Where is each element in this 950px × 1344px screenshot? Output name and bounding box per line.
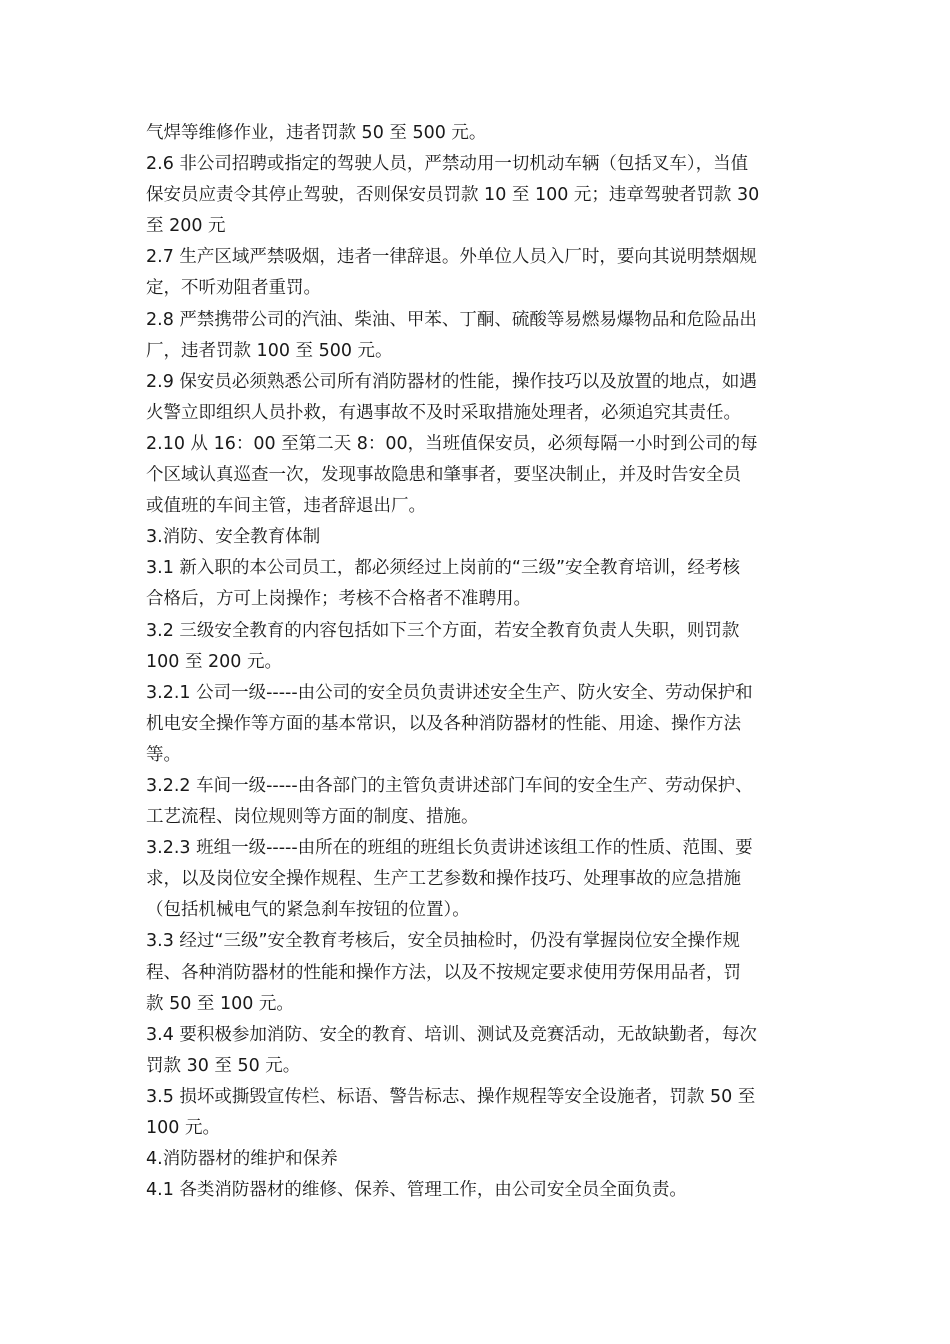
text-line: 3.2.1 公司一级-----由公司的安全员负责讲述安全生产、防火安全、劳动保护和 (146, 682, 753, 703)
text-line: 3.2.2 车间一级-----由各部门的主管负责讲述部门车间的安全生产、劳动保护、 (146, 775, 753, 796)
text-line: 工艺流程、岗位规则等方面的制度、措施。 (146, 807, 479, 828)
text-line: 等。 (146, 744, 181, 765)
text-line: 3.4 要积极参加消防、安全的教育、培训、测试及竞赛活动，无故缺勤者，每次 (146, 1024, 757, 1045)
text-line: 2.7 生产区域严禁吸烟，违者一律辞退。外单位人员入厂时，要向其说明禁烟规 (146, 247, 757, 268)
text-line: 个区域认真巡查一次，发现事故隐患和肇事者，要坚决制止，并及时告安全员 (146, 465, 741, 486)
text-line: 3.3 经过“三级”安全教育考核后，安全员抽检时，仍没有掌握岗位安全操作规 (146, 931, 741, 952)
text-line: 3.1 新入职的本公司员工，都必须经过上岗前的“三级”安全教育培训，经考核 (146, 558, 741, 579)
text-line: 3.5 损坏或撕毁宣传栏、标语、警告标志、操作规程等安全设施者，罚款 50 至 (146, 1086, 756, 1107)
text-line: 罚款 30 至 50 元。 (146, 1055, 301, 1076)
text-line: 定，不听劝阻者重罚。 (146, 278, 321, 299)
text-line: 2.8 严禁携带公司的汽油、柴油、甲苯、丁酮、硫酸等易燃易爆物品和危险品出 (146, 309, 757, 330)
text-line: 厂，违者罚款 100 至 500 元。 (146, 340, 393, 361)
text-line: 或值班的车间主管，违者辞退出厂。 (146, 496, 426, 517)
text-line: （包括机械电气的紧急刹车按钮的位置）。 (146, 900, 470, 921)
text-line: 2.6 非公司招聘或指定的驾驶人员，严禁动用一切机动车辆（包括叉车），当值 (146, 154, 749, 175)
text-line: 保安员应责令其停止驾驶，否则保安员罚款 10 至 100 元；违章驾驶者罚款 30 (146, 185, 760, 206)
text-line: 100 元。 (146, 1118, 220, 1138)
text-line: 100 至 200 元。 (146, 651, 282, 672)
section-heading: 3.消防、安全教育体制 (146, 527, 321, 548)
text-line: 气焊等维修作业，违者罚款 50 至 500 元。 (146, 123, 487, 143)
document-body (146, 118, 811, 1206)
text-line: 至 200 元 (146, 216, 226, 237)
text-line: 款 50 至 100 元。 (146, 993, 294, 1014)
text-line: 机电安全操作等方面的基本常识，以及各种消防器材的性能、用途、操作方法 (146, 713, 741, 734)
text-line: 合格后，方可上岗操作；考核不合格者不准聘用。 (146, 589, 531, 610)
section-heading: 4.消防器材的维护和保养 (146, 1149, 338, 1170)
text-line: 3.2 三级安全教育的内容包括如下三个方面，若安全教育负责人失职，则罚款 (146, 620, 740, 641)
text-line: 2.9 保安员必须熟悉公司所有消防器材的性能，操作技巧以及放置的地点，如遇 (146, 371, 757, 392)
text-line: 求，以及岗位安全操作规程、生产工艺参数和操作技巧、处理事故的应急措施 (146, 869, 741, 890)
text-line: 程、各种消防器材的性能和操作方法，以及不按规定要求使用劳保用品者，罚 (146, 962, 741, 983)
text-line: 3.2.3 班组一级-----由所在的班组的班组长负责讲述该组工作的性质、范围、要 (146, 838, 753, 859)
text-line: 火警立即组织人员扑救，有遇事故不及时采取措施处理者，必须追究其责任。 (146, 402, 741, 423)
text-line: 2.10 从 16：00 至第二天 8：00，当班值保安员，必须每隔一小时到公司的每 (146, 433, 758, 454)
text-line: 4.1 各类消防器材的维修、保养、管理工作，由公司安全员全面负责。 (146, 1180, 687, 1201)
